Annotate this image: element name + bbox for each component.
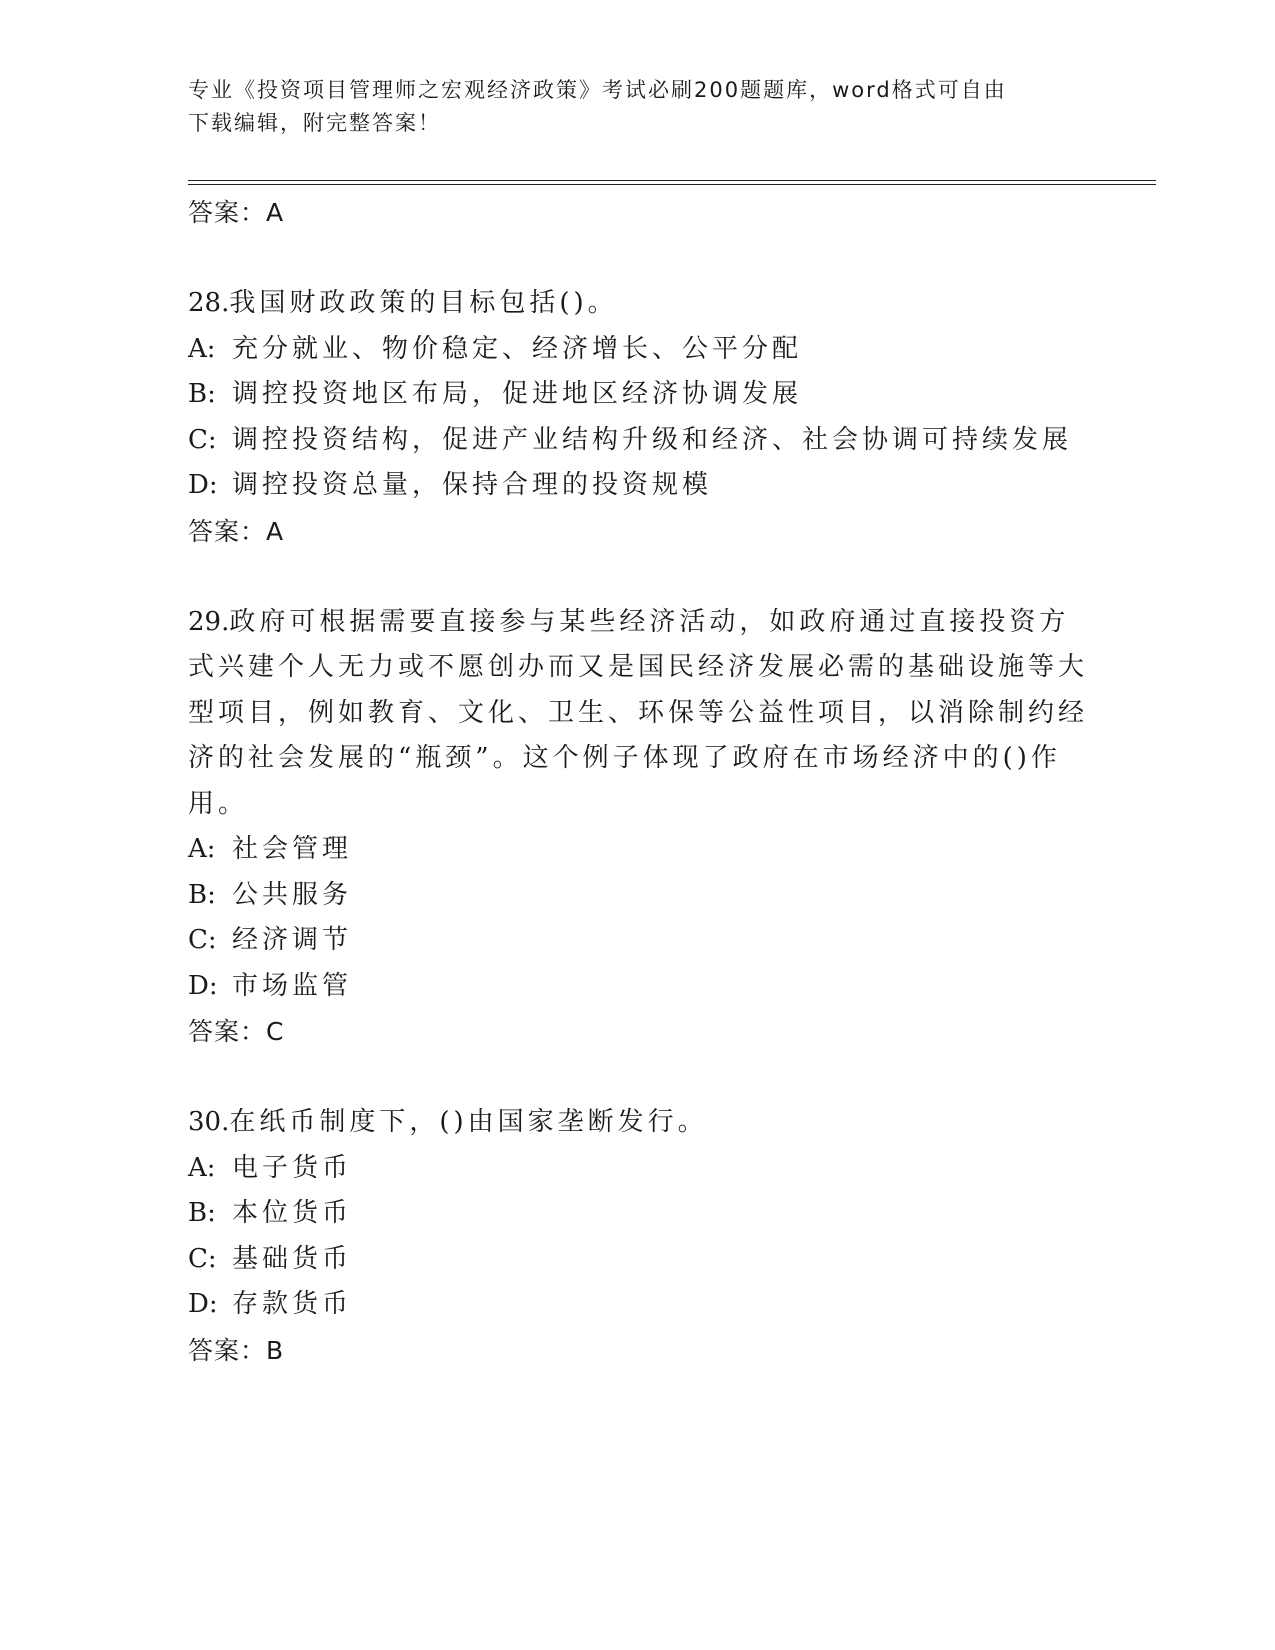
option-key: C:: [188, 925, 217, 955]
header-divider-top: [188, 180, 1156, 181]
question-stem: 在纸币制度下，()由国家垄断发行。: [229, 1107, 708, 1137]
option-list: [188, 327, 1088, 509]
option-text: 基础货币: [232, 1243, 353, 1274]
option-text: 公共服务: [232, 879, 353, 910]
option-key: D:: [188, 970, 218, 1001]
question-text: [188, 1100, 1088, 1146]
option-key: C:: [188, 1243, 217, 1274]
question-30: [188, 1100, 1088, 1374]
option-text: 市场监管: [232, 970, 353, 1001]
option-c: [188, 1237, 1088, 1283]
option-list: [188, 827, 1088, 1009]
question-stem: 政府可根据需要直接参与某些经济活动，如政府通过直接投资方式兴建个人无力或不愿创办而又是国民经济发展必需的基础设施等大型项目，例如教育、文化、卫生、环保等公益性项目，以消除制约经济的社会发展的“瓶颈”。这个例子体现了政府在市场经济中的()作用。: [188, 606, 1089, 819]
option-key: B:: [188, 379, 216, 409]
document-content: [188, 190, 1088, 1374]
document-header: [188, 74, 1088, 140]
option-key: B:: [188, 879, 216, 910]
option-c: [188, 418, 1088, 464]
header-line-1: 专业《投资项目管理师之宏观经济政策》考试必刷200题题库，word格式可自由: [188, 78, 1007, 102]
option-key: A:: [188, 1152, 216, 1183]
option-text: 社会管理: [232, 834, 353, 864]
option-text: 本位货币: [232, 1198, 353, 1228]
option-key: C:: [188, 424, 217, 455]
option-list: [188, 1146, 1088, 1328]
question-28: [188, 281, 1088, 555]
option-d: [188, 964, 1088, 1010]
option-d: [188, 463, 1088, 509]
option-a: [188, 1146, 1088, 1192]
previous-answer: 答案：A: [188, 198, 285, 227]
spacer: [188, 236, 1088, 281]
option-text: 调控投资结构，促进产业结构升级和经济、社会协调可持续发展: [232, 424, 1073, 455]
spacer: [188, 555, 1088, 600]
option-b: [188, 1191, 1088, 1237]
option-key: B:: [188, 1198, 216, 1228]
option-text: 存款货币: [232, 1289, 353, 1319]
answer-line: 答案：B: [188, 1335, 285, 1365]
option-b: [188, 372, 1088, 418]
question-29: [188, 600, 1088, 1056]
question-number: 28.: [188, 288, 230, 318]
option-text: 充分就业、物价稳定、经济增长、公平分配: [232, 333, 803, 364]
option-text: 调控投资地区布局，促进地区经济协调发展: [232, 379, 803, 409]
option-key: D:: [188, 470, 218, 500]
option-c: [188, 918, 1088, 964]
option-text: 经济调节: [232, 925, 353, 955]
header-divider-bottom: [188, 184, 1156, 185]
question-text: [188, 281, 1088, 327]
option-d: [188, 1282, 1088, 1328]
question-number: 29.: [188, 606, 230, 637]
option-text: 调控投资总量，保持合理的投资规模: [232, 470, 713, 500]
answer-line: 答案：C: [188, 1017, 285, 1046]
question-text: [188, 600, 1088, 828]
option-a: [188, 827, 1088, 873]
spacer: [188, 1055, 1088, 1100]
option-key: A:: [188, 834, 216, 864]
answer-line: 答案：A: [188, 516, 285, 546]
header-line-2: 下载编辑，附完整答案！: [188, 111, 441, 135]
question-stem: 我国财政政策的目标包括()。: [229, 288, 618, 318]
question-number: 30.: [188, 1107, 230, 1137]
option-key: A:: [188, 333, 216, 364]
option-key: D:: [188, 1289, 218, 1319]
option-text: 电子货币: [232, 1152, 353, 1183]
option-a: [188, 327, 1088, 373]
option-b: [188, 873, 1088, 919]
